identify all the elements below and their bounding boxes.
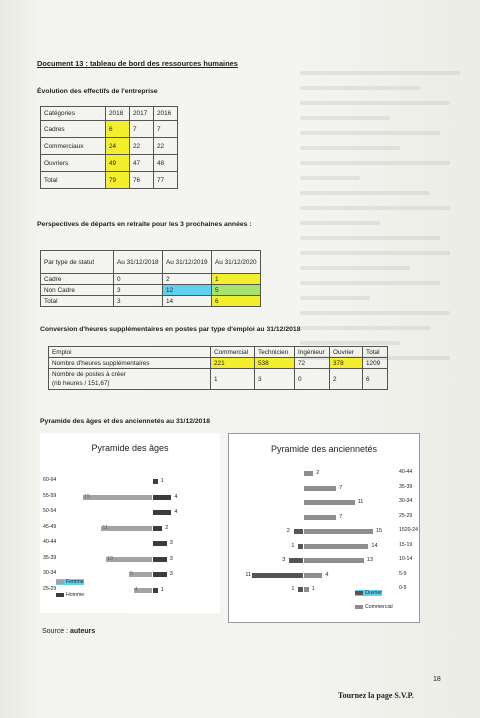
data-label: 11: [102, 524, 109, 531]
table-cell: 47: [130, 155, 154, 172]
legend-label: Commercial: [365, 604, 393, 610]
table-cell: 538: [255, 358, 295, 369]
table-cell: Nombre d'heures supplémentaires: [49, 358, 211, 369]
bar-commercial: [304, 587, 309, 592]
row-label-formula: (nb heures / 151,67): [52, 380, 110, 387]
table-cell: 3: [114, 285, 163, 296]
table-cell: 0: [114, 274, 163, 285]
table-cell: 1: [211, 369, 255, 390]
table-row: [41, 155, 178, 172]
bar-commercial: [304, 471, 313, 476]
table-header-row: [41, 107, 178, 121]
data-label: 3: [169, 555, 173, 562]
bar-femme: [101, 526, 152, 531]
table-cell: 3: [114, 296, 163, 307]
data-label: 11: [245, 571, 252, 578]
data-label: 2: [286, 528, 290, 534]
pyramide-anciennetes-chart: [228, 433, 420, 623]
tick-label: 55-59: [43, 492, 57, 499]
legend-label: Femme: [66, 579, 84, 585]
table-cell: 378: [330, 358, 363, 369]
data-label: 4: [134, 586, 138, 593]
table-row: [41, 172, 178, 189]
table-row: [41, 121, 178, 138]
retraite-table: [40, 250, 261, 307]
page-number: 18: [433, 676, 441, 683]
tick-label: 1520-24: [399, 527, 419, 533]
table-cell: 14: [163, 296, 212, 307]
heures-table: [48, 346, 388, 390]
table-cell: 2: [330, 369, 363, 390]
data-label: 3: [282, 557, 286, 563]
data-label: 15: [84, 493, 91, 500]
data-label: 1: [311, 586, 315, 592]
legend-swatch: [355, 605, 363, 609]
header-cell: Ingénieur: [295, 347, 330, 358]
bar-ouvrier: [289, 558, 303, 563]
bar-commercial: [304, 500, 355, 505]
section4-title: Pyramide des âges et des anciennetés au 31/12/2018: [40, 418, 211, 425]
table-cell: Total: [41, 296, 114, 307]
data-label: 14: [371, 542, 378, 549]
data-label: 11: [357, 499, 364, 505]
header-cell: Au 31/12/2020: [212, 251, 261, 274]
table-cell: Cadre: [41, 274, 114, 285]
header-cell: Technicien: [255, 347, 295, 358]
header-cell: Au 31/12/2019: [163, 251, 212, 274]
data-label: 1: [160, 586, 164, 593]
table-cell: 49: [106, 155, 130, 172]
table-cell: 22: [130, 138, 154, 155]
tick-label: 10-14: [399, 556, 413, 562]
table-cell: Total: [41, 172, 106, 189]
bar-commercial: [304, 515, 336, 520]
legend-label: Ouvrier: [365, 590, 383, 596]
table-cell: 6: [363, 369, 388, 390]
table-cell: 77: [154, 172, 178, 189]
table-cell: 1209: [363, 358, 388, 369]
tick-label: 40-44: [399, 469, 413, 475]
tick-label: 30-34: [399, 498, 413, 504]
data-label: 7: [339, 513, 343, 520]
tick-label: 35-39: [399, 483, 413, 490]
header-cell: Par type de statut: [41, 251, 114, 274]
section3-title: Conversion d'heures supplémentaires en postes par type d'emploi au 31/12/2018: [40, 326, 301, 333]
tick-label: 35-39: [43, 554, 57, 561]
data-label: 10: [107, 555, 114, 562]
table-header-row: [41, 251, 261, 274]
tick-label: 60-64: [43, 477, 57, 483]
bar-homme: [153, 588, 158, 593]
table-cell: Non Cadre: [41, 285, 114, 296]
table-row: [41, 296, 261, 307]
tick-label: 0-5: [399, 585, 407, 591]
tick-label: 5-9: [399, 570, 407, 577]
bar-commercial: [304, 529, 373, 534]
header-cell: Total: [363, 347, 388, 358]
bar-commercial: [304, 544, 368, 549]
source-label: Source :: [42, 628, 71, 635]
tick-label: 50-54: [43, 508, 57, 514]
bar-homme: [153, 479, 158, 484]
bar-homme: [153, 495, 171, 500]
legend-swatch: [355, 591, 363, 595]
legend-item: [355, 590, 382, 596]
legend-label: Homme: [66, 592, 85, 598]
table-cell: 24: [106, 138, 130, 155]
table-cell: 12: [163, 285, 212, 296]
tick-label: 15-19: [399, 541, 413, 548]
header-cell: 2017: [130, 107, 154, 121]
footer-text: Tournez la page S.V.P.: [338, 691, 414, 700]
source-value: auteurs: [70, 628, 96, 635]
header-cell: 2018: [106, 107, 130, 121]
effectifs-table: [40, 106, 178, 189]
header-cell: Ouvrier: [330, 347, 363, 358]
table-cell: 1: [212, 274, 261, 285]
bar-commercial: [304, 558, 364, 563]
data-label: 7: [339, 484, 343, 491]
table-cell: 2: [163, 274, 212, 285]
bar-ouvrier: [298, 587, 303, 592]
table-cell: 22: [154, 138, 178, 155]
table-cell: 221: [211, 358, 255, 369]
header-cell: Emploi: [49, 347, 211, 358]
data-label: 4: [174, 509, 178, 515]
header-cell: Au 31/12/2018: [114, 251, 163, 274]
table-cell: 76: [130, 172, 154, 189]
data-label: 5: [130, 571, 134, 577]
section2-title: Perspectives de départs en retraite pour les 3 prochaines années :: [37, 221, 252, 228]
table-row: [49, 369, 388, 390]
tick-label: 45-49: [43, 523, 57, 530]
table-cell: Commerciaux: [41, 138, 106, 155]
table-row: [41, 285, 261, 296]
tick-label: 30-34: [43, 570, 57, 576]
bar-commercial: [304, 573, 322, 578]
bar-ouvrier: [298, 544, 303, 549]
bar-ouvrier: [252, 573, 303, 578]
tick-label: 40-44: [43, 539, 57, 545]
data-label: 15: [376, 528, 383, 534]
tick-label: 25-29: [399, 512, 413, 519]
row-label: Nombre de postes à créer: [52, 371, 126, 378]
data-label: 1: [291, 586, 295, 592]
table-row: [41, 138, 178, 155]
section1-title: Évolution des effectifs de l'entreprise: [37, 88, 158, 95]
chart-legend: [56, 579, 84, 598]
bar-homme: [153, 572, 167, 577]
bar-homme: [153, 510, 171, 515]
data-label: 13: [366, 557, 373, 563]
data-label: 3: [169, 571, 173, 577]
table-cell: 6: [212, 296, 261, 307]
table-header-row: [49, 347, 388, 358]
tick-label: 25-29: [43, 585, 57, 592]
document-title: Document 13 : tableau de bord des ressources humaines: [37, 59, 238, 68]
table-cell: 5: [212, 285, 261, 296]
bar-homme: [153, 526, 162, 531]
table-cell: 3: [255, 369, 295, 390]
bar-homme: [153, 557, 167, 562]
legend-swatch: [56, 593, 64, 597]
source-line: [42, 628, 95, 635]
table-cell: 7: [154, 121, 178, 138]
bar-ouvrier: [294, 529, 303, 534]
data-label: 2: [165, 524, 169, 531]
table-cell: Ouvriers: [41, 155, 106, 172]
bar-commercial: [304, 486, 336, 491]
chart-plot: [229, 434, 419, 622]
data-label: 1: [160, 478, 164, 484]
legend-item: [56, 592, 84, 598]
header-cell: 2016: [154, 107, 178, 121]
chart-plot: [40, 433, 220, 613]
legend-swatch: [56, 580, 64, 584]
table-cell: Cadres: [41, 121, 106, 138]
table-cell: 72: [295, 358, 330, 369]
table-cell: 6: [106, 121, 130, 138]
data-label: 4: [174, 493, 178, 500]
chart-title: Pyramide des âges: [91, 443, 169, 453]
table-cell: 79: [106, 172, 130, 189]
table-row: [41, 274, 261, 285]
chart-legend: [355, 590, 393, 610]
bar-femme: [83, 495, 152, 500]
header-cell: Commercial: [211, 347, 255, 358]
chart-title: Pyramide des anciennetés: [270, 444, 378, 454]
data-label: 1: [291, 542, 295, 549]
table-cell: [49, 369, 211, 390]
bar-homme: [153, 541, 167, 546]
data-label: 2: [316, 470, 320, 476]
data-label: 3: [169, 540, 173, 546]
table-cell: 48: [154, 155, 178, 172]
legend-item: [56, 579, 84, 585]
header-cell: Catégories: [41, 107, 106, 121]
pyramide-ages-chart: [40, 433, 220, 613]
legend-item: [355, 604, 393, 610]
table-row: [49, 358, 388, 369]
data-label: 4: [325, 571, 329, 578]
table-cell: 0: [295, 369, 330, 390]
table-cell: 7: [130, 121, 154, 138]
